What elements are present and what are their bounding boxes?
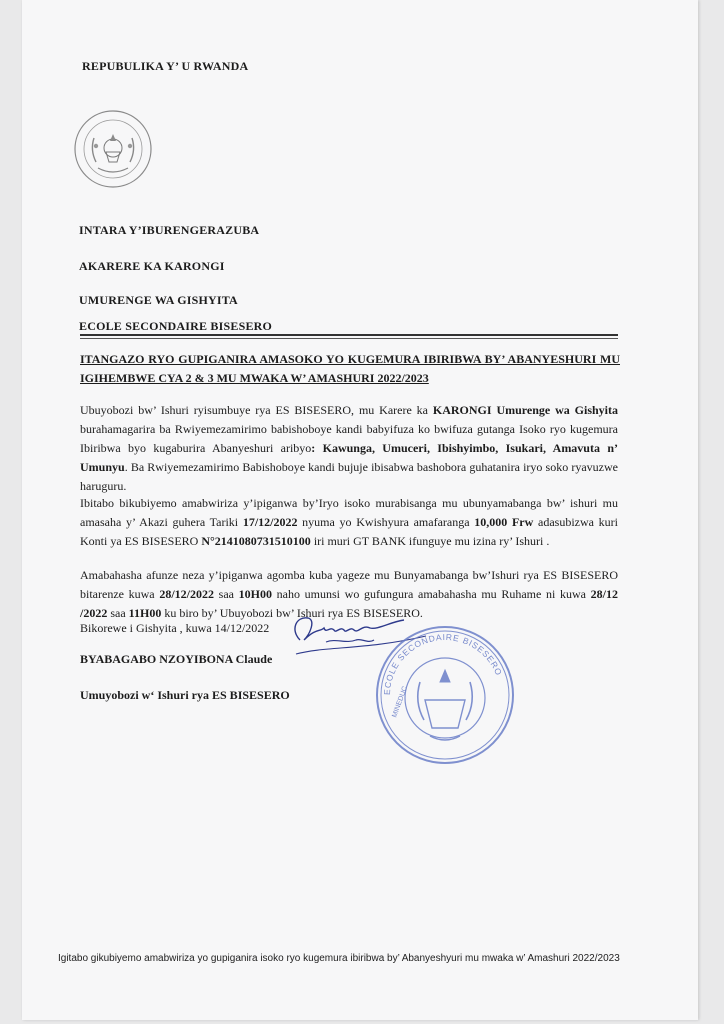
paragraph-tender-documents: Ibitabo bikubiyemo amabwiriza y’ipiganwa by’Iryo isoko murabisanga mu ubunyamabanga bw’ ishuri mu amasaha y’ Akazi guhera Tariki 17/12/2022 nyuma yo Kwishyura amafaranga 10,000 Frw adasubizwa kuri Konti ya ES BISESERO N°2141080731510100 iri muri GT BANK ifunguye mu izina ry’ Ishuri . [80, 496, 618, 548]
stamp-text-left: MINEDUC [391, 685, 410, 719]
school-header: ECOLE SECONDAIRE BISESERO [79, 319, 273, 333]
school-stamp [370, 620, 520, 770]
paragraph-submission-deadline: Amabahasha afunze neza y’ipiganwa agomba kuba yageze mu Bunyamabanga bw’Ishuri rya ES BISESERO bitarenze kuwa 28/12/2022 saa 10H00 naho umunsi wo gufungura amabahasha mu Ruhame ni kuwa 28/12 /2022 saa 11H00 ku biro by’ Ubuyobozi bw’ Ishuri rya ES BISESERO. [80, 568, 618, 620]
sector-header: UMURENGE WA GISHYITA [79, 293, 238, 307]
header-divider [80, 334, 618, 336]
signatory-role: Umuyobozi w‘ Ishuri rya ES BISESERO [80, 688, 290, 702]
district-header: AKARERE KA KARONGI [79, 259, 225, 273]
province-header: INTARA Y’IBURENGERAZUBA [79, 223, 260, 237]
announcement-title: ITANGAZO RYO GUPIGANIRA AMASOKO YO KUGEMURA IBIRIBWA BY’ ABANYESHURI MU IGIHEMBWE CYA 2 & 3 MU MWAKA W’ AMASHURI 2022/2023 [80, 352, 620, 385]
place-and-date: Bikorewe i Gishyita , kuwa 14/12/2022 [80, 621, 270, 635]
stamp-text: ECOLE SECONDAIRE BISESERO [381, 631, 505, 696]
rwanda-coat-of-arms-seal [72, 108, 154, 190]
page-footer: Igitabo gikubiyemo amabwiriza yo gupiganira isoko ryo kugemura ibiribwa by’ Abanyeshyuri mu mwaka w’ Amashuri 2022/2023 [58, 953, 620, 964]
republic-header: REPUBULIKA Y’ U RWANDA [82, 59, 249, 73]
paragraph-invitation: Ubuyobozi bw’ Ishuri ryisumbuye rya ES BISESERO, mu Karere ka KARONGI Umurenge wa Gishyita burahamagarira ba Rwiyemezamirimo babishoboye kandi babyifuza ko bwifuza gutanga Isoko ryo kugemura Ibiribwa byo kugaburira Abanyeshuri aribyo: Kawunga, Umuceri, Ibishyimbo, Isukari, Amavuta n’ Umunyu. Ba Rwiyemezamirimo Babishoboye kandi bujuje ibisabwa bashobora guhatanira iryo soko ryavuzwe haruguru. [80, 403, 618, 493]
header-divider-thin [80, 338, 618, 339]
signatory-name: BYABAGABO NZOYIBONA Claude [80, 652, 273, 666]
